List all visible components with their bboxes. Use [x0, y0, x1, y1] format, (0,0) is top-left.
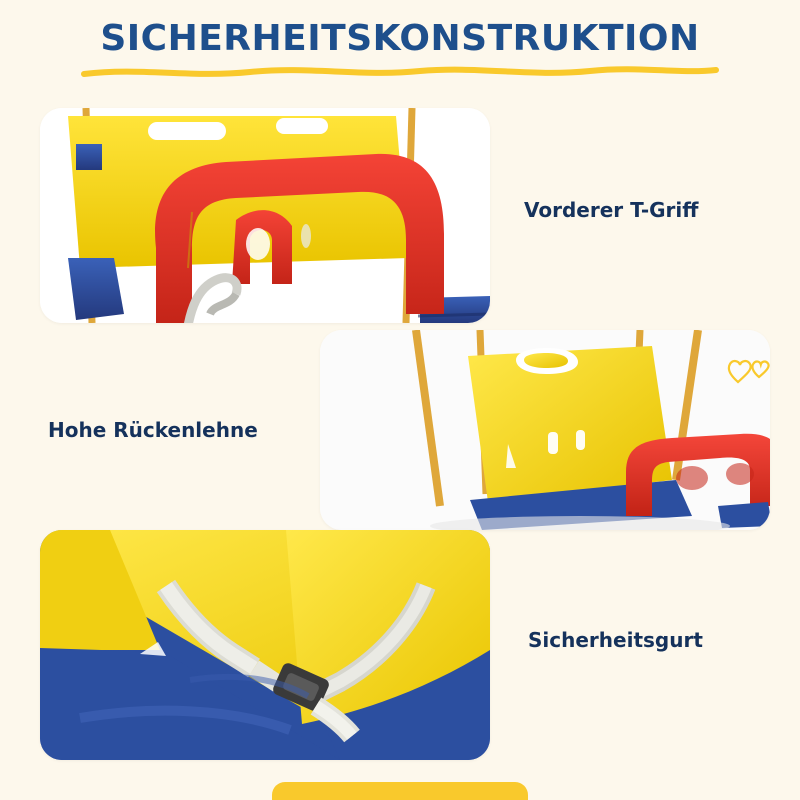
bottom-accent-bar: [272, 782, 528, 800]
page-header: [0, 18, 800, 83]
feature-image-high-backrest: [320, 330, 770, 530]
swing-safety-belt-illustration: [40, 530, 490, 760]
hearts-icon: [726, 356, 772, 386]
feature-caption-safety-belt: Sicherheitsgurt: [528, 628, 703, 652]
title-underline-squiggle: [80, 65, 720, 79]
page-title: SICHERHEITSKONSTRUKTION: [100, 18, 700, 59]
feature-caption-high-backrest: Hohe Rückenlehne: [48, 418, 258, 442]
feature-caption-front-t-bar: Vorderer T-Griff: [524, 198, 699, 222]
feature-image-front-t-bar: [40, 108, 490, 323]
swing-front-t-bar-illustration: [40, 108, 490, 323]
feature-image-safety-belt: [40, 530, 490, 760]
swing-high-backrest-illustration: [320, 330, 770, 530]
